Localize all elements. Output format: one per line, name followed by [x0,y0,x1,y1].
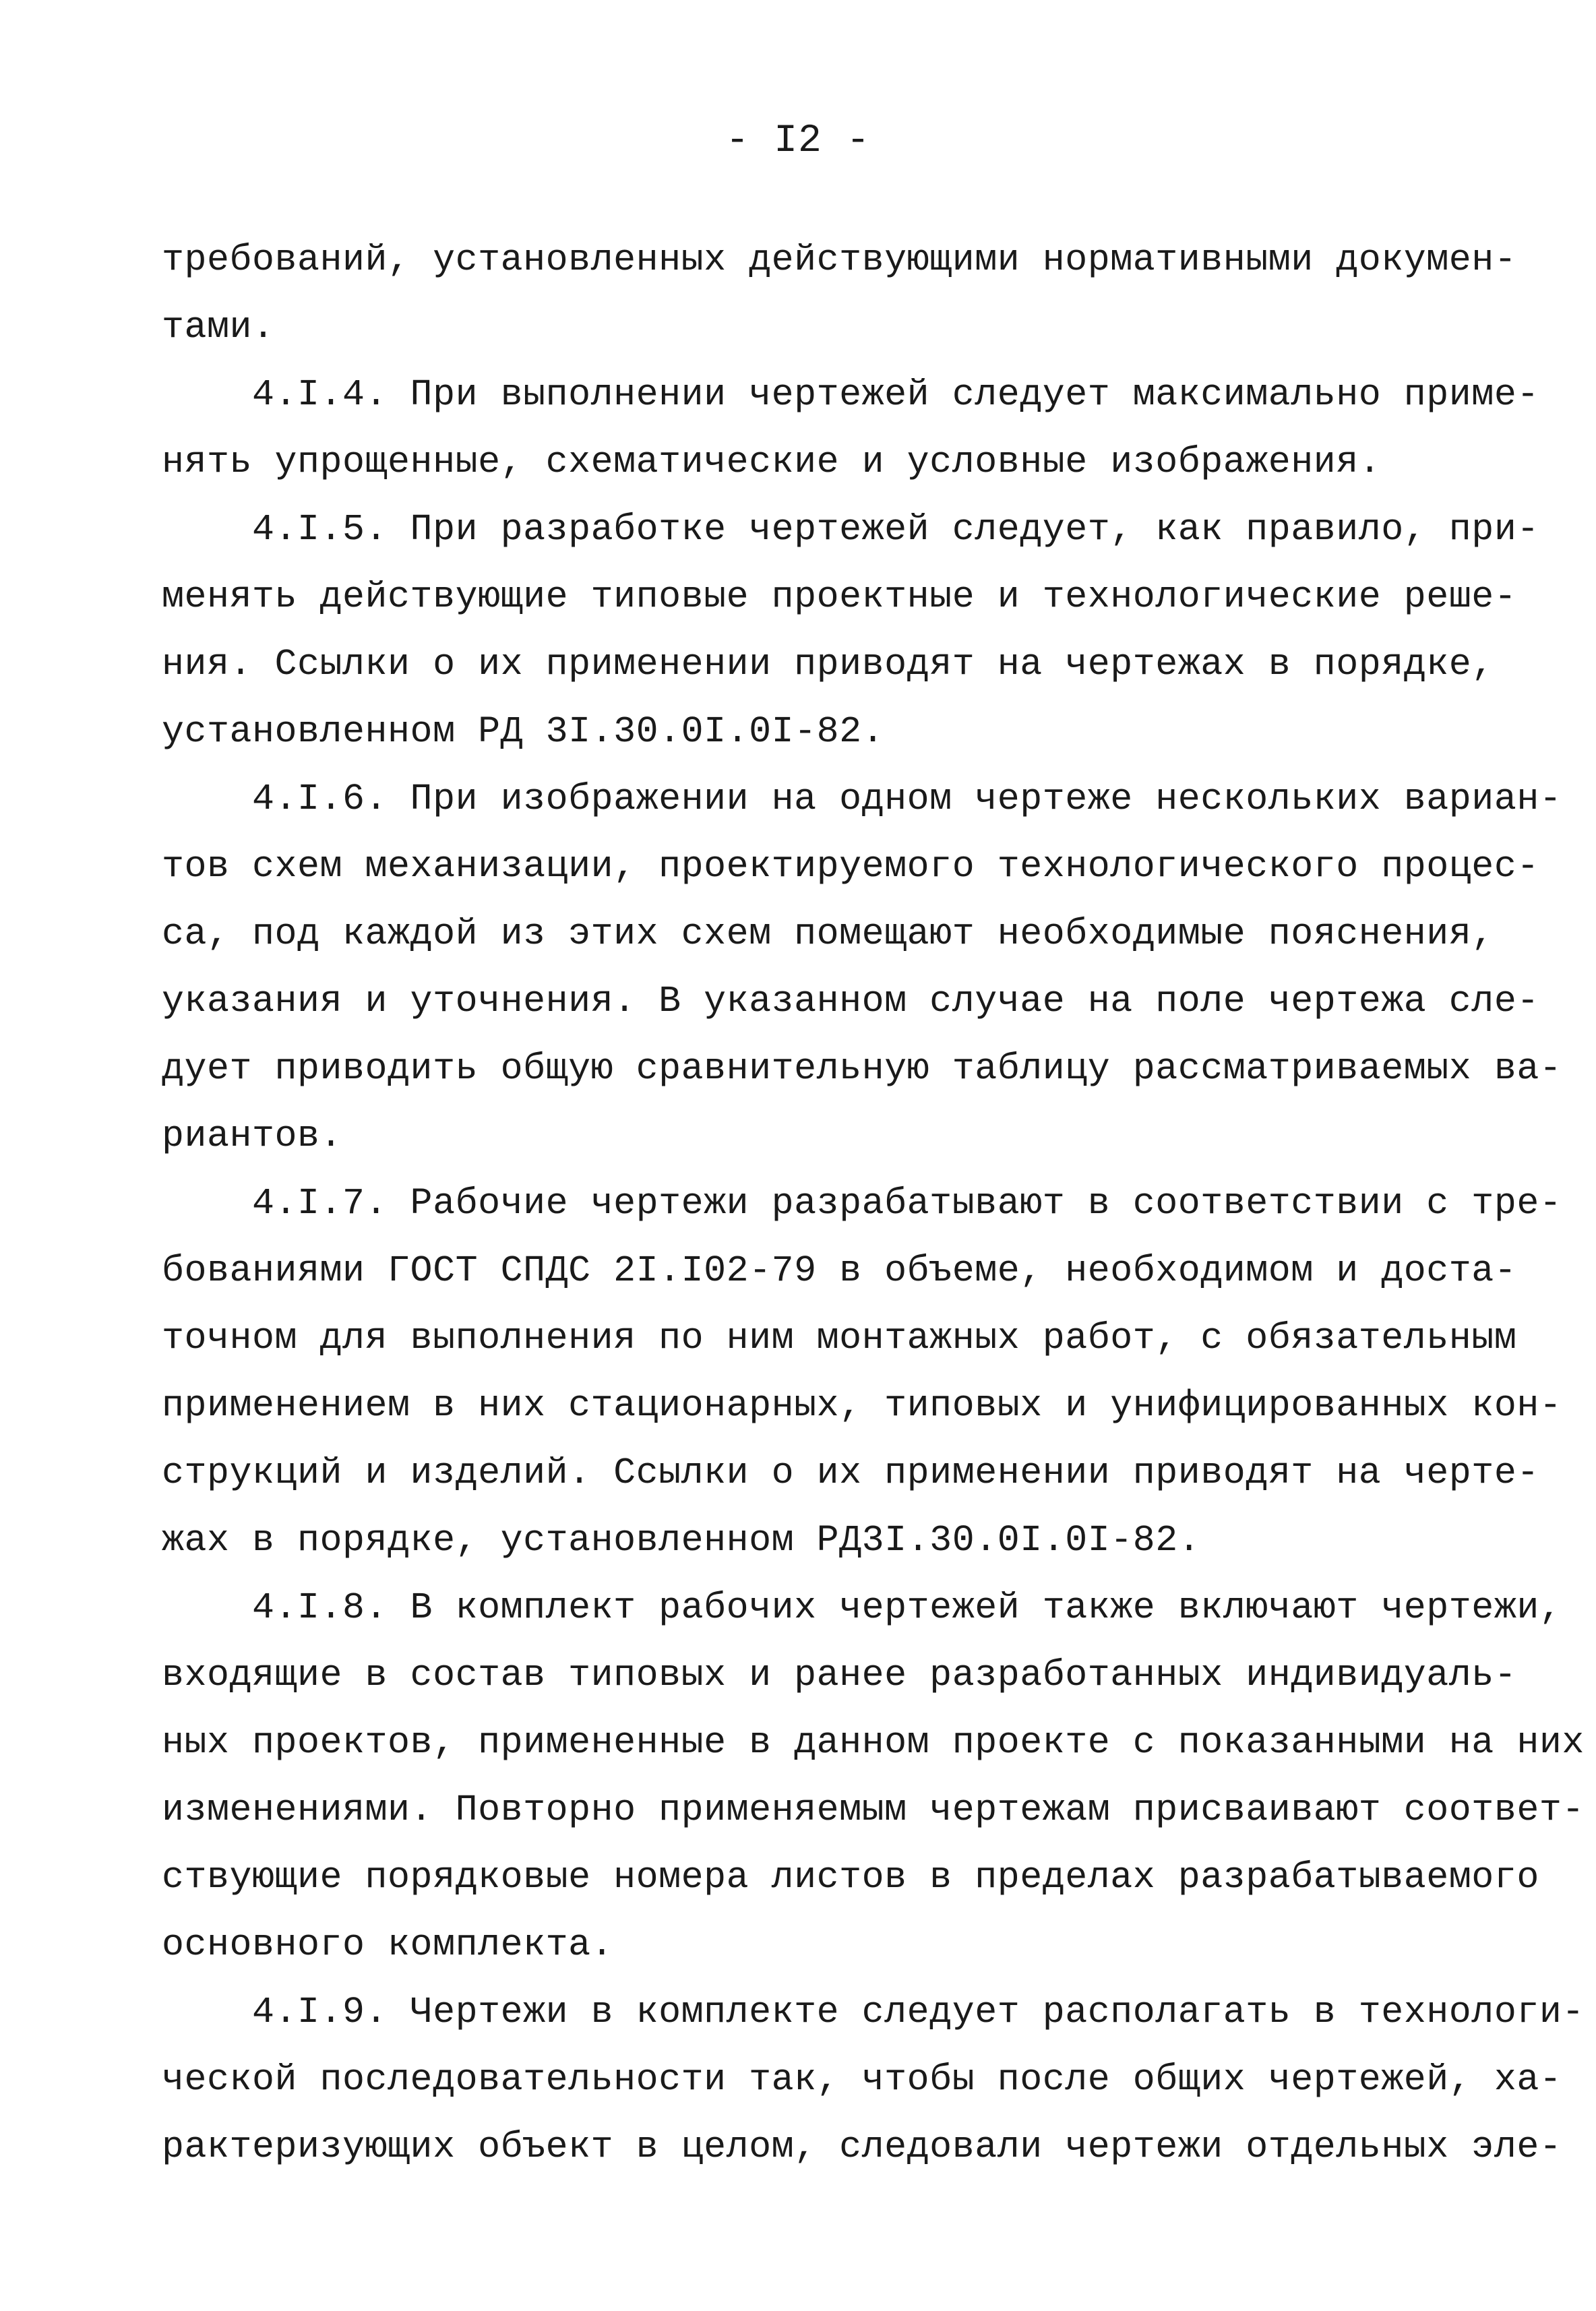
text-line: тов схем механизации, проектируемого технологического процес- [162,845,1539,888]
paragraph-4-1-7-line: 4.I.7. Рабочие чертежи разрабатывают в соответствии с тре- [162,1182,1562,1225]
paragraph-4-1-6-line: 4.I.6. При изображении на одном чертеже нескольких вариан- [162,778,1562,820]
text-line: ных проектов, примененные в данном проекте с показанными на них [162,1721,1585,1764]
text-line: указания и уточнения. В указанном случае на поле чертежа сле- [162,980,1539,1022]
text-line: са, под каждой из этих схем помещают необходимые пояснения, [162,913,1494,955]
text-line: тами. [162,306,275,348]
text-line: требований, установленных действующими нормативными докумен- [162,239,1517,281]
text-line: ния. Ссылки о их применении приводят на чертежах в порядке, [162,643,1494,685]
paragraph-4-1-9-line: 4.I.9. Чертежи в комплекте следует располагать в технологи- [162,1991,1585,2033]
paragraph-4-1-8-line: 4.I.8. В комплект рабочих чертежей также включают чертежи, [162,1586,1562,1629]
text-line: ческой последовательности так, чтобы после общих чертежей, ха- [162,2058,1562,2101]
text-line: точном для выполнения по ним монтажных работ, с обязательным [162,1317,1517,1359]
text-line: струкций и изделий. Ссылки о их применении приводят на черте- [162,1452,1539,1494]
text-line: основного комплекта. [162,1923,614,1966]
text-line: бованиями ГОСТ СПДС 2I.I02-79 в объеме, необходимом и доста- [162,1250,1517,1292]
text-line: ствующие порядковые номера листов в пределах разрабатываемого [162,1856,1539,1899]
text-line: рактеризующих объект в целом, следовали чертежи отдельных эле- [162,2126,1562,2168]
text-line: нять упрощенные, схематические и условные изображения. [162,441,1382,483]
text-line: применением в них стационарных, типовых и унифицированных кон- [162,1384,1562,1427]
text-line: изменениями. Повторно применяемым чертежам присваивают соответ- [162,1789,1585,1831]
text-line: дует приводить общую сравнительную таблицу рассматриваемых ва- [162,1047,1562,1090]
paragraph-4-1-4-line: 4.I.4. При выполнении чертежей следует максимально приме- [162,373,1539,416]
text-line: входящие в состав типовых и ранее разработанных индивидуаль- [162,1654,1517,1696]
paragraph-4-1-5-line: 4.I.5. При разработке чертежей следует, как правило, при- [162,508,1539,551]
text-line: жах в порядке, установленном РД3I.30.0I.0I-82. [162,1519,1201,1562]
text-line: риантов. [162,1115,343,1157]
document-body [162,226,1585,2181]
text-line: менять действующие типовые проектные и технологические реше- [162,576,1517,618]
text-line: установленном РД 3I.30.0I.0I-82. [162,710,885,753]
page-number: - I2 - [725,119,871,163]
